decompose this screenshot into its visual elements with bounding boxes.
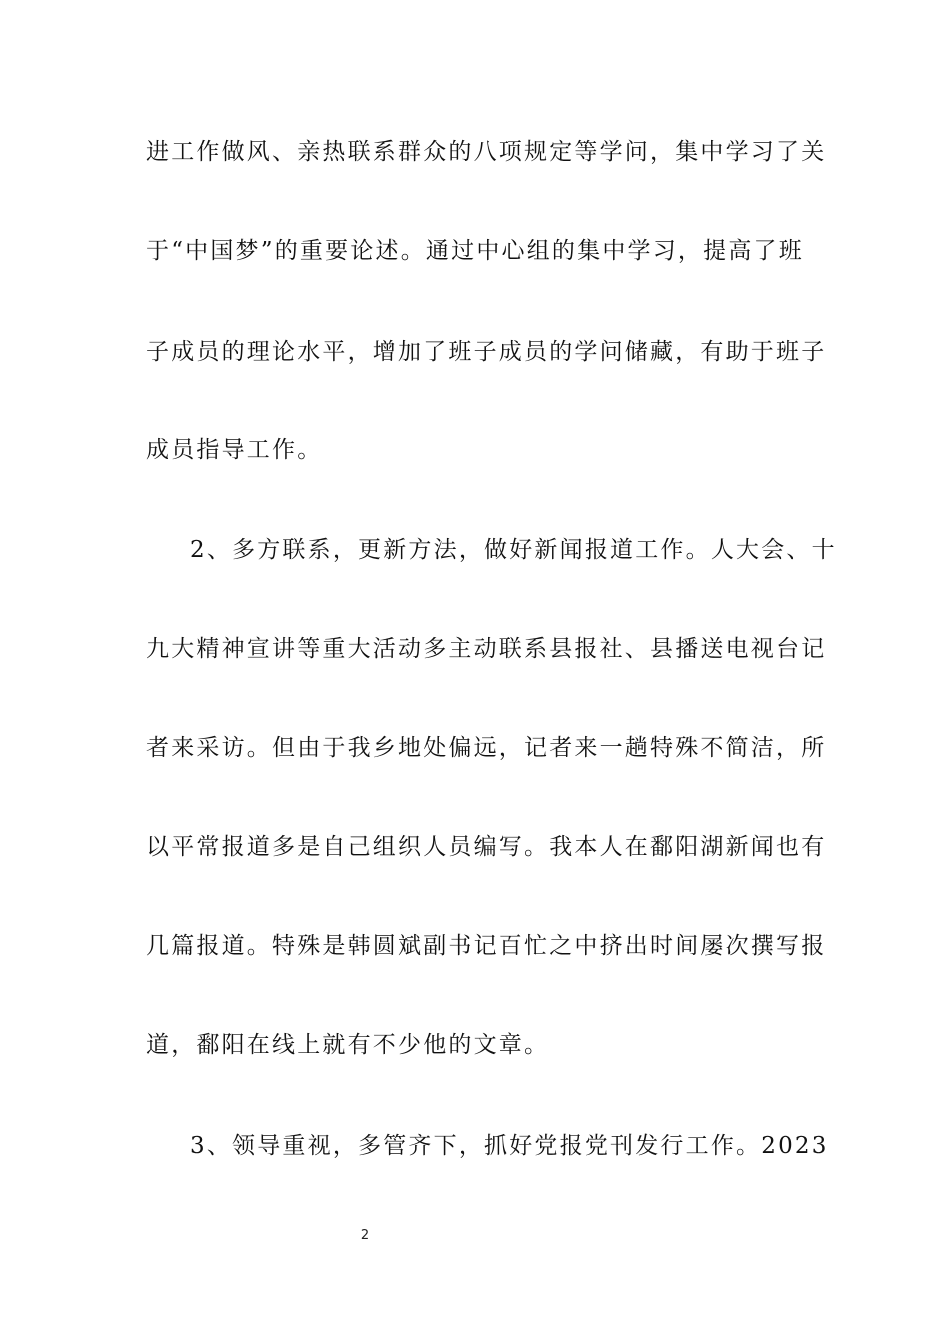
text-line: 几篇报道。特殊是韩圆斌副书记百忙之中挤出时间屡次撰写报 [146,933,827,959]
paragraph-heading-2: 2、多方联系，更新方法，做好新闻报道工作。人大会、十 [190,537,837,563]
text-line: 者来采访。但由于我乡地处偏远，记者来一趟特殊不简洁，所 [146,735,827,761]
page-number: 2 [360,1228,370,1243]
text-line: 成员指导工作。 [146,437,323,463]
text-line: 于“中国梦”的重要论述。通过中心组的集中学习，提高了班 [146,238,804,264]
text-line: 九大精神宣讲等重大活动多主动联系县报社、县播送电视台记 [146,636,827,662]
text-line: 以平常报道多是自己组织人员编写。我本人在鄱阳湖新闻也有 [146,834,827,860]
text-line: 道，鄱阳在线上就有不少他的文章。 [146,1032,550,1058]
paragraph-heading-3: 3、领导重视，多管齐下，抓好党报党刊发行工作。2023 [190,1133,829,1159]
text-line: 进工作做风、亲热联系群众的八项规定等学问，集中学习了关 [146,139,827,165]
text-line: 子成员的理论水平，增加了班子成员的学问储藏，有助于班子 [146,339,827,365]
